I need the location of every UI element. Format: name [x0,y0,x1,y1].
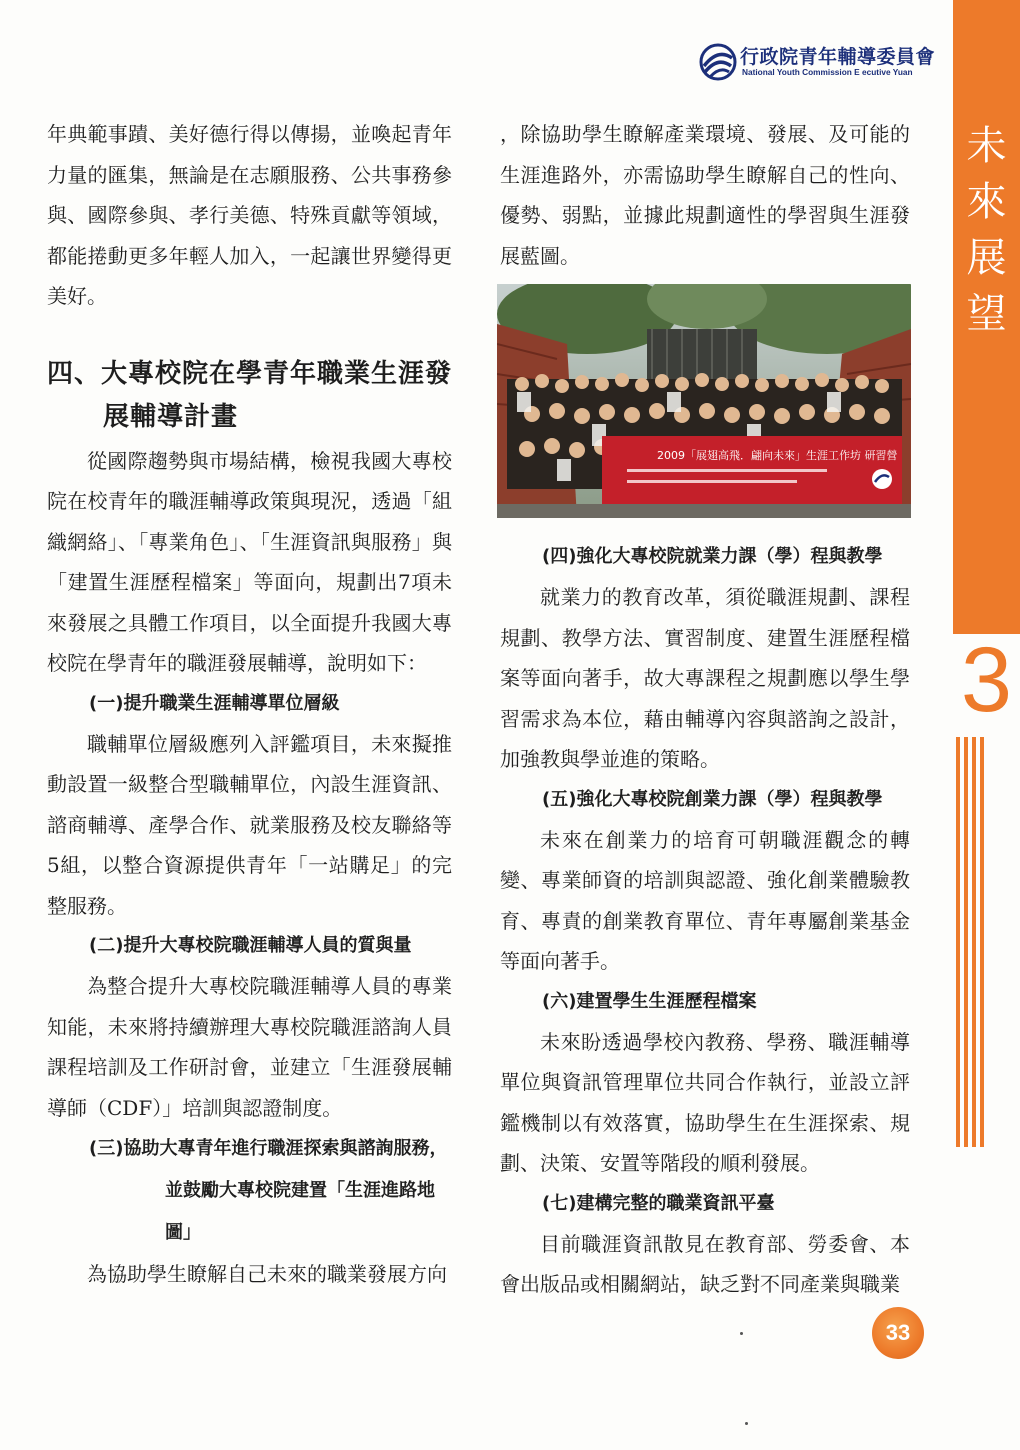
left-column [47,114,452,1295]
org-name-en: National Youth Commission E ecutive Yuan [742,67,913,77]
item-paragraph: 未來在創業力的培育可朝職涯觀念的轉變、專業師資的培訓與認證、強化創業體驗教育、專責的創業教育單位、青年專屬創業基金等面向著手。 [500,827,910,973]
item-paragraph: 職輔單位層級應列入評鑑項目，未來擬推動設置一級整合型職輔單位，內設生涯資訊、諮商輔導、產學合作、就業服務及校友聯絡等5組，以整合資源提供青年「一站購足」的完整服務。 [47,731,452,918]
item-paragraph: 為協助學生瞭解自己未來的職業發展方向 [87,1262,447,1286]
item-heading: (二)提升大專校院職涯輔導人員的質與量 [89,935,412,956]
item-heading: (四)強化大專校院就業力課（學）程與教學 [542,546,883,567]
right-column [500,114,910,276]
item-heading: (五)強化大專校院創業力課（學）程與教學 [542,788,883,810]
section-intro-paragraph: 從國際趨勢與市場結構，檢視我國大專校院在校青年的職涯輔導政策與現況，透過「組織網絡」、「專業角色」、「生涯資訊與服務」與「建置生涯歷程檔案」等面向，規劃出7項未來發展之具體工作項目，以全面提升我國大專校院在學青年的職涯發展輔導，說明如下： [47,448,452,675]
chapter-tab [953,0,1020,1450]
item-paragraph: 目前職涯資訊散見在教育部、勞委會、本會出版品或相關網站，缺乏對不同產業與職業 [500,1231,910,1296]
org-logo [698,40,948,84]
scan-speck [745,1422,748,1425]
item-paragraph: 未來盼透過學校內教務、學務、職涯輔導單位與資訊管理單位共同合作執行，並設立評鑑機制以有效落實，協助學生在生涯探索、規劃、決策、安置等階段的順利發展。 [500,1029,910,1175]
org-name: 行政院青年輔導委員會 [740,46,936,68]
item-paragraph-continued: ，除協助學生瞭解產業環境、發展、及可能的生涯進路外，亦需協助學生瞭解自己的性向、優勢、弱點，並據此規劃適性的學習與生涯發展藍圖。 [500,122,910,268]
chapter-number: 3 [960,629,1013,731]
chapter-title-char: 來 [966,179,1007,225]
chapter-title-char: 展 [966,235,1007,281]
chapter-title-char: 望 [966,291,1007,337]
item-paragraph: 就業力的教育改革，須從職涯規劃、課程規劃、教學方法、實習制度、建置生涯歷程檔案等面向著手，故大專課程之規劃應以學生學習需求為本位，藉由輔導內容與諮詢之設計，加強教與學並進的策略。 [500,585,910,771]
photo-banner-text: 2009「展翅高飛．翩向未來」生涯工作坊 研習營 [657,449,898,462]
chapter-title-char: 未 [966,123,1007,169]
decorative-stripe [980,737,984,1147]
scan-speck [740,1332,743,1335]
decorative-stripe [956,737,960,1147]
right-column-lower [500,537,910,1305]
page-number: 33 [872,1307,924,1359]
decorative-stripe [972,737,976,1147]
item-heading: (七)建構完整的職業資訊平臺 [542,1192,775,1214]
item-heading: (六)建置學生生涯歷程檔案 [542,990,757,1012]
item-paragraph: 為整合提升大專校院職涯輔導人員的專業知能，未來將持續辦理大專校院職涯諮詢人員課程培訓及工作研討會，並建立「生涯發展輔導師（CDF）」培訓與認證制度。 [47,974,452,1120]
item-heading: (三)協助大專青年進行職涯探索與諮詢服務，並鼓勵大專校院建置「生涯進路地圖」 [89,1138,448,1243]
group-photo [497,284,911,518]
chapter-title [953,118,1020,342]
intro-paragraph: 年典範事蹟、美好德行得以傳揚，並喚起青年力量的匯集，無論是在志願服務、公共事務參與、國際參與、孝行美德、特殊貢獻等領域，都能捲動更多年輕人加入，一起讓世界變得更美好。 [47,122,452,308]
decorative-stripe [964,737,968,1147]
section-heading: 四、大專校院在學青年職業生涯發展輔導計畫 [47,358,453,432]
item-heading: (一)提升職業生涯輔導單位層級 [89,692,340,714]
commission-emblem-icon [698,42,738,82]
